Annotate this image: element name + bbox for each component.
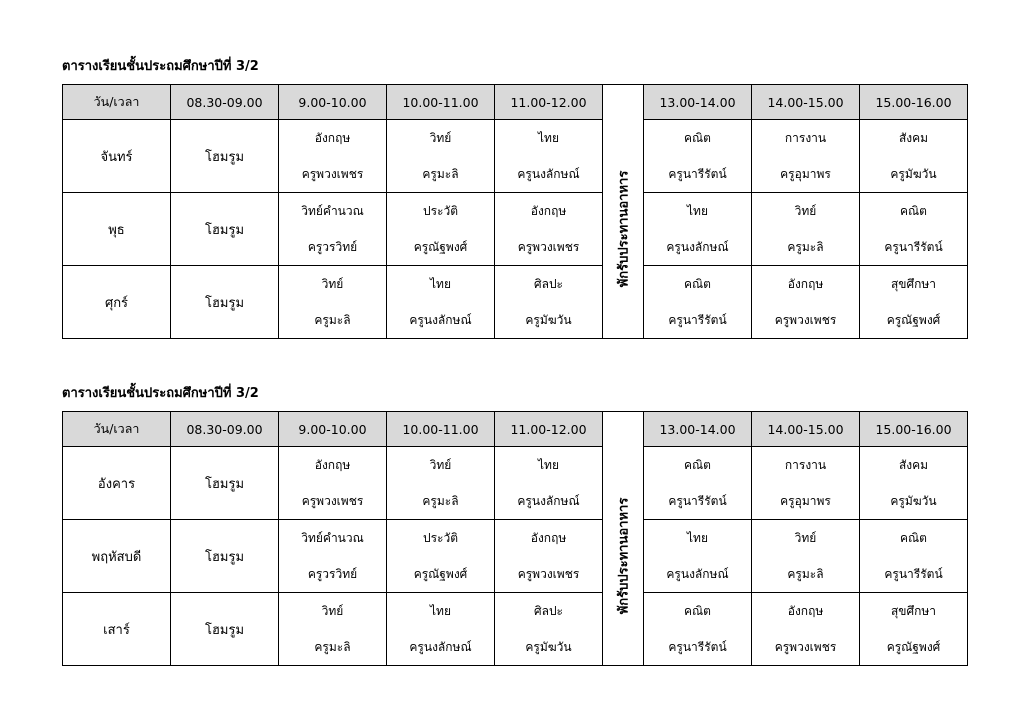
class-cell xyxy=(860,193,968,266)
class-cell xyxy=(644,193,752,266)
schedule-title: ตารางเรียนชั้นประถมศึกษาปีที่ 3/2 xyxy=(62,386,259,401)
subject-label: ไทย xyxy=(538,458,559,472)
class-cell xyxy=(860,593,968,666)
subject-label: การงาน xyxy=(784,131,827,145)
class-cell xyxy=(752,447,860,520)
teacher-label: ครูนงลักษณ์ xyxy=(666,567,729,581)
teacher-label: ครูมัฆวัน xyxy=(525,640,572,654)
teacher-label: ครูนารีรัตน์ xyxy=(668,494,727,508)
header-slot: 11.00-12.00 xyxy=(495,85,603,120)
day-cell: พุธ xyxy=(63,193,171,266)
subject-label: คณิต xyxy=(900,204,927,218)
class-cell xyxy=(752,520,860,593)
class-cell xyxy=(860,447,968,520)
class-cell xyxy=(495,266,603,339)
subject-label: คณิต xyxy=(684,604,711,618)
subject-label: อังกฤษ xyxy=(314,458,351,472)
class-cell xyxy=(387,520,495,593)
class-cell xyxy=(644,266,752,339)
header-slot: 14.00-15.00 xyxy=(752,412,860,447)
subject-label: ไทย xyxy=(430,604,451,618)
subject-label: สุขศึกษา xyxy=(890,604,937,618)
class-cell xyxy=(387,447,495,520)
lunch-break-label: พักรับประทานอาหาร xyxy=(616,170,632,288)
class-cell xyxy=(279,447,387,520)
table-row xyxy=(63,120,968,193)
teacher-label: ครูมัฆวัน xyxy=(890,494,937,508)
subject-label: วิทย์ xyxy=(794,204,817,218)
class-cell xyxy=(387,120,495,193)
day-cell: พฤหัสบดี xyxy=(63,520,171,593)
teacher-label: ครูนารีรัตน์ xyxy=(668,640,727,654)
teacher-label: ครูนงลักษณ์ xyxy=(666,240,729,254)
header-slot: 14.00-15.00 xyxy=(752,85,860,120)
class-cell xyxy=(279,593,387,666)
class-cell xyxy=(387,266,495,339)
header-slot: 15.00-16.00 xyxy=(860,412,968,447)
teacher-label: ครูมะลิ xyxy=(422,494,459,508)
class-cell xyxy=(495,120,603,193)
teacher-label: ครูนงลักษณ์ xyxy=(409,640,472,654)
class-cell xyxy=(644,447,752,520)
subject-label: คณิต xyxy=(684,131,711,145)
header-slot: 08.30-09.00 xyxy=(171,412,279,447)
class-cell xyxy=(387,593,495,666)
subject-label: คณิต xyxy=(684,458,711,472)
table-row xyxy=(63,520,968,593)
class-cell xyxy=(279,520,387,593)
subject-label: อังกฤษ xyxy=(530,204,567,218)
subject-label: การงาน xyxy=(784,458,827,472)
teacher-label: ครูอุมาพร xyxy=(780,494,831,508)
subject-label: วิทย์ xyxy=(429,458,452,472)
teacher-label: ครูมะลิ xyxy=(422,167,459,181)
teacher-label: ครูอุมาพร xyxy=(780,167,831,181)
teacher-label: ครูพวงเพชร xyxy=(774,313,837,327)
subject-label: ไทย xyxy=(687,531,708,545)
subject-label: คณิต xyxy=(900,531,927,545)
day-cell: เสาร์ xyxy=(63,593,171,666)
class-cell xyxy=(860,520,968,593)
table-row xyxy=(63,447,968,520)
subject-label: ประวัติ xyxy=(422,204,459,218)
teacher-label: ครูวรวิทย์ xyxy=(307,240,358,254)
subject-label: อังกฤษ xyxy=(314,131,351,145)
day-cell: ศุกร์ xyxy=(63,266,171,339)
teacher-label: ครูมัฆวัน xyxy=(525,313,572,327)
class-cell xyxy=(279,193,387,266)
teacher-label: ครูนงลักษณ์ xyxy=(517,494,580,508)
class-cell xyxy=(860,266,968,339)
teacher-label: ครูนารีรัตน์ xyxy=(668,167,727,181)
homeroom-cell: โฮมรูม xyxy=(171,266,279,339)
homeroom-cell: โฮมรูม xyxy=(171,120,279,193)
subject-label: วิทย์ xyxy=(321,277,344,291)
teacher-label: ครูพวงเพชร xyxy=(517,240,580,254)
teacher-label: ครูนงลักษณ์ xyxy=(409,313,472,327)
header-break xyxy=(603,412,644,447)
subject-label: วิทย์คำนวณ xyxy=(301,531,364,545)
class-cell xyxy=(279,120,387,193)
teacher-label: ครูนงลักษณ์ xyxy=(517,167,580,181)
subject-label: ไทย xyxy=(430,277,451,291)
subject-label: อังกฤษ xyxy=(787,277,824,291)
header-slot: 10.00-11.00 xyxy=(387,85,495,120)
subject-label: ไทย xyxy=(538,131,559,145)
teacher-label: ครูวรวิทย์ xyxy=(307,567,358,581)
teacher-label: ครูพวงเพชร xyxy=(774,640,837,654)
homeroom-cell: โฮมรูม xyxy=(171,593,279,666)
homeroom-cell: โฮมรูม xyxy=(171,520,279,593)
day-cell: จันทร์ xyxy=(63,120,171,193)
class-cell xyxy=(752,193,860,266)
class-cell xyxy=(644,120,752,193)
subject-label: วิทย์ xyxy=(429,131,452,145)
schedule-table xyxy=(62,84,968,339)
subject-label: คณิต xyxy=(684,277,711,291)
header-slot: 9.00-10.00 xyxy=(279,412,387,447)
header-slot: 13.00-14.00 xyxy=(644,412,752,447)
subject-label: สังคม xyxy=(898,458,929,472)
teacher-label: ครูณัฐพงศ์ xyxy=(413,240,468,254)
lunch-break-cell xyxy=(603,447,644,666)
teacher-label: ครูณัฐพงศ์ xyxy=(886,640,941,654)
table-row xyxy=(63,593,968,666)
class-cell xyxy=(644,593,752,666)
header-slot: 10.00-11.00 xyxy=(387,412,495,447)
schedule-table xyxy=(62,411,968,666)
subject-label: วิทย์คำนวณ xyxy=(301,204,364,218)
header-slot: 9.00-10.00 xyxy=(279,85,387,120)
class-cell xyxy=(495,520,603,593)
class-cell xyxy=(495,447,603,520)
teacher-label: ครูพวงเพชร xyxy=(301,167,364,181)
class-cell xyxy=(860,120,968,193)
class-cell xyxy=(279,266,387,339)
header-slot: 13.00-14.00 xyxy=(644,85,752,120)
header-row xyxy=(63,85,968,120)
teacher-label: ครูมะลิ xyxy=(787,567,824,581)
header-slot: 15.00-16.00 xyxy=(860,85,968,120)
subject-label: ประวัติ xyxy=(422,531,459,545)
teacher-label: ครูนารีรัตน์ xyxy=(884,567,943,581)
teacher-label: ครูณัฐพงศ์ xyxy=(886,313,941,327)
homeroom-cell: โฮมรูม xyxy=(171,447,279,520)
table-row xyxy=(63,193,968,266)
subject-label: ศิลปะ xyxy=(533,604,564,618)
subject-label: ไทย xyxy=(687,204,708,218)
header-day-time: วัน/เวลา xyxy=(63,412,171,447)
header-day-time: วัน/เวลา xyxy=(63,85,171,120)
teacher-label: ครูพวงเพชร xyxy=(517,567,580,581)
class-cell xyxy=(644,520,752,593)
teacher-label: ครูมะลิ xyxy=(787,240,824,254)
teacher-label: ครูพวงเพชร xyxy=(301,494,364,508)
class-cell xyxy=(495,193,603,266)
teacher-label: ครูมะลิ xyxy=(314,313,351,327)
header-slot: 11.00-12.00 xyxy=(495,412,603,447)
teacher-label: ครูมัฆวัน xyxy=(890,167,937,181)
teacher-label: ครูมะลิ xyxy=(314,640,351,654)
class-cell xyxy=(752,266,860,339)
teacher-label: ครูนารีรัตน์ xyxy=(884,240,943,254)
day-cell: อังคาร xyxy=(63,447,171,520)
subject-label: อังกฤษ xyxy=(787,604,824,618)
subject-label: วิทย์ xyxy=(794,531,817,545)
lunch-break-label: พักรับประทานอาหาร xyxy=(616,497,632,615)
lunch-break-cell xyxy=(603,120,644,339)
homeroom-cell: โฮมรูม xyxy=(171,193,279,266)
header-break xyxy=(603,85,644,120)
subject-label: สังคม xyxy=(898,131,929,145)
teacher-label: ครูณัฐพงศ์ xyxy=(413,567,468,581)
schedule-title: ตารางเรียนชั้นประถมศึกษาปีที่ 3/2 xyxy=(62,59,259,74)
header-slot: 08.30-09.00 xyxy=(171,85,279,120)
header-row xyxy=(63,412,968,447)
subject-label: วิทย์ xyxy=(321,604,344,618)
subject-label: อังกฤษ xyxy=(530,531,567,545)
teacher-label: ครูนารีรัตน์ xyxy=(668,313,727,327)
table-row xyxy=(63,266,968,339)
subject-label: สุขศึกษา xyxy=(890,277,937,291)
class-cell xyxy=(495,593,603,666)
class-cell xyxy=(752,120,860,193)
class-cell xyxy=(387,193,495,266)
class-cell xyxy=(752,593,860,666)
subject-label: ศิลปะ xyxy=(533,277,564,291)
